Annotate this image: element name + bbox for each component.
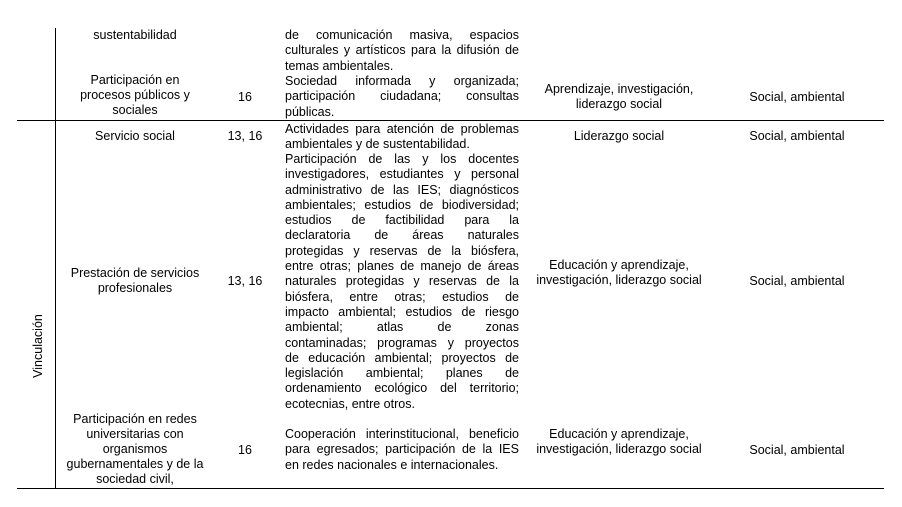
row-description-servicios-profesionales: Participación de las y los docentes investigadores, estudiantes y personal administrativo de las IES; diagnósticos ambientales; estudios de biodiversidad; estudios de factibilidad para la declaratoria de áreas naturales protegidas y reservas de la biósfera, entre otras; planes de manejo de áreas naturales protegidas y reservas de la biósfera, entre otras; estudios de impacto ambiental; estudios de riesgo ambiental; atlas de zonas contaminadas; programas y proyectos de educación ambiental; proyectos de legislación ambiental; planes de ordenamiento ecológico del territorio; ecotecnias, entre otros.	[285, 152, 519, 411]
cont-ods-2: 16	[238, 90, 252, 104]
row-description-redes: Cooperación interinstitucional, beneficio para egresados; participación de la IES en redes nacionales e internacionales.	[285, 427, 519, 472]
left-border-top	[55, 28, 56, 121]
row-activity-servicios-profesionales: Prestación de servicios profesionales	[70, 266, 200, 295]
left-border-bottom	[55, 121, 56, 488]
row-divider-top	[17, 120, 884, 121]
row-ods-servicio-social: 13, 16	[227, 129, 263, 143]
row-ods-redes: 16	[238, 443, 252, 457]
row-competencies-redes: Educación y aprendizaje, investigación, liderazgo social	[536, 427, 702, 456]
cont-activity-1: sustentabilidad	[93, 28, 177, 42]
cont-description-1: de comunicación masiva, espacios culturales y artísticos para la difusión de temas ambientales.	[285, 28, 519, 73]
table-bottom-rule	[17, 488, 884, 489]
row-competencies-servicio-social: Liderazgo social	[573, 129, 665, 143]
row-description-servicio-social: Actividades para atención de problemas ambientales y de sustentabilidad.	[285, 122, 519, 152]
cont-description-2: Sociedad informada y organizada; participación ciudadana; consultas públicas.	[285, 74, 519, 119]
row-ods-servicios-profesionales: 13, 16	[227, 274, 263, 288]
cont-dimension-2: Social, ambiental	[749, 90, 845, 104]
row-dimension-redes: Social, ambiental	[749, 443, 845, 457]
cont-activity-2: Participación en procesos públicos y sociales	[80, 73, 190, 117]
cont-competencies-2: Aprendizaje, investigación, liderazgo social	[544, 82, 694, 111]
row-dimension-servicio-social: Social, ambiental	[749, 129, 845, 143]
row-activity-redes: Participación en redes universitarias con organismos gubernamentales y de la sociedad civil,	[66, 412, 204, 486]
section-label-vinculacion: Vinculación	[31, 314, 45, 378]
row-activity-servicio-social: Servicio social	[95, 129, 175, 143]
row-dimension-servicios-profesionales: Social, ambiental	[749, 274, 845, 288]
row-competencies-servicios-profesionales: Educación y aprendizaje, investigación, liderazgo social	[536, 258, 702, 287]
